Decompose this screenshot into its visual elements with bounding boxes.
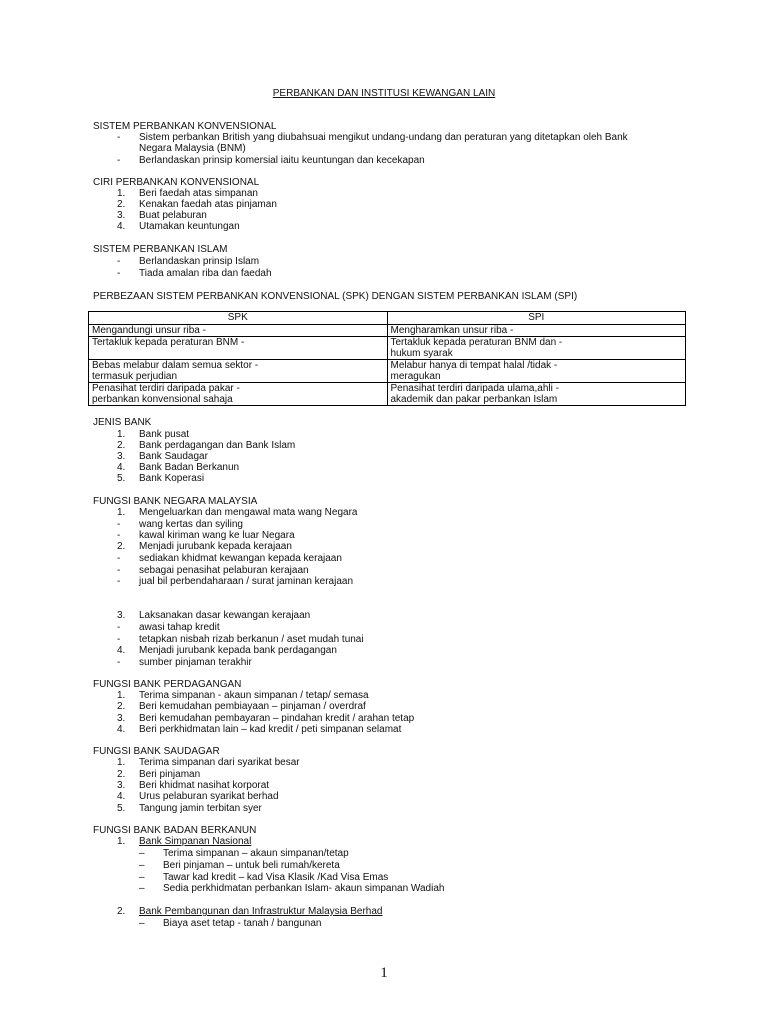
list-item: sumber pinjaman terakhir	[139, 657, 252, 668]
list-item: Bank Saudagar	[139, 451, 208, 462]
list-item: Bank pusat	[139, 429, 190, 440]
list-item: Laksanakan dasar kewangan kerajaan	[139, 610, 311, 621]
list-item: Tawar kad kredit – kad Visa Klasik /Kad Visa Emas	[163, 872, 389, 883]
list-item: Bank Koperasi	[139, 473, 205, 484]
list-item: Beri perkhidmatan lain – kad kredit / peti simpanan selamat	[139, 724, 402, 735]
list-marker: 2.	[117, 769, 126, 780]
table-cell: Penasihat terdiri daripada ulama,ahli - akademik dan pakar perbankan Islam	[387, 383, 686, 406]
comparison-table	[88, 311, 686, 406]
list-item: Beri khidmat nasihat korporat	[139, 780, 270, 791]
list-item: Sedia perkhidmatan perbankan Islam- akaun simpanan Wadiah	[163, 883, 445, 894]
list-marker: 4.	[117, 724, 126, 735]
list-marker: 1.	[117, 757, 126, 768]
list-marker: 3.	[117, 451, 126, 462]
list-marker: –	[139, 872, 145, 883]
list-marker: 2.	[117, 440, 126, 451]
page-title: PERBANKAN DAN INSTITUSI KEWANGAN LAIN	[272, 88, 496, 99]
list-marker: 4.	[117, 791, 126, 802]
list-item: wang kertas dan syiling	[139, 519, 243, 530]
list-item: Berlandaskan prinsip komersial iaitu keuntungan dan kecekapan	[139, 155, 425, 166]
subsection-title: Bank Pembangunan dan Infrastruktur Malaysia Berhad	[139, 906, 383, 917]
list-marker: -	[117, 634, 121, 645]
list-item: Beri pinjaman	[139, 769, 201, 780]
list-marker: 4.	[117, 462, 126, 473]
table-cell: Tertakluk kepada peraturan BNM -	[89, 337, 388, 360]
table-header: SPK	[89, 312, 388, 325]
list-marker: 4.	[117, 221, 126, 232]
list-item: Buat pelaburan	[139, 210, 207, 221]
list-item: Mengeluarkan dan mengawal mata wang Negara	[139, 507, 358, 518]
list-item: Beri kemudahan pembiayaan – pinjaman / overdraf	[139, 701, 366, 712]
list-marker: 1.	[117, 188, 126, 199]
list-marker: -	[117, 553, 121, 564]
section-heading: PERBEZAAN SISTEM PERBANKAN KONVENSIONAL (SPK) DENGAN SISTEM PERBANKAN ISLAM (SPI)	[93, 291, 578, 302]
list-marker: 5.	[117, 473, 126, 484]
list-marker: -	[117, 576, 121, 587]
list-marker: 2.	[117, 541, 126, 552]
list-item: sebagai penasihat pelaburan kerajaan	[139, 565, 309, 576]
list-marker: -	[117, 155, 121, 166]
section-heading: SISTEM PERBANKAN ISLAM	[93, 244, 228, 255]
list-marker: 3.	[117, 610, 126, 621]
table-row	[89, 383, 686, 406]
list-item: Terima simpanan - akaun simpanan / tetap/ semasa	[139, 690, 369, 701]
list-item: Utamakan keuntungan	[139, 221, 240, 232]
list-item: kawal kiriman wang ke luar Negara	[139, 530, 295, 541]
list-marker: -	[117, 622, 121, 633]
list-item: Terima simpanan dari syarikat besar	[139, 757, 300, 768]
page-number: 1	[380, 965, 388, 981]
table-cell: Mengharamkan unsur riba -	[387, 325, 686, 337]
list-marker: -	[117, 530, 121, 541]
section-heading: CIRI PERBANKAN KONVENSIONAL	[93, 177, 260, 188]
table-cell: Melabur hanya di tempat halal /tidak - meragukan	[387, 360, 686, 383]
list-item: Beri faedah atas simpanan	[139, 188, 258, 199]
section-heading: FUNGSI BANK BADAN BERKANUN	[93, 825, 257, 836]
subsection-title: Bank Simpanan Nasional	[139, 836, 252, 847]
list-marker: 3.	[117, 713, 126, 724]
list-marker: 2.	[117, 701, 126, 712]
list-item: Berlandaskan prinsip Islam	[139, 256, 260, 267]
list-marker: 2.	[117, 199, 126, 210]
list-item: Beri pinjaman – untuk beli rumah/kereta	[163, 860, 340, 871]
list-item-continuation: Negara Malaysia (BNM)	[139, 143, 246, 154]
section-heading: FUNGSI BANK SAUDAGAR	[93, 746, 220, 757]
list-marker: 5.	[117, 803, 126, 814]
list-marker: –	[139, 883, 145, 894]
list-item: Sistem perbankan British yang diubahsuai mengikut undang-undang dan peraturan yang ditetapkan oleh Bank	[139, 132, 628, 143]
table-cell: Tertakluk kepada peraturan BNM dan - hukum syarak	[387, 337, 686, 360]
list-item: awasi tahap kredit	[139, 622, 220, 633]
list-marker: 1.	[117, 836, 126, 847]
list-item: Bank Badan Berkanun	[139, 462, 240, 473]
list-marker: 1.	[117, 507, 126, 518]
table-cell: Bebas melabur dalam semua sektor - termasuk perjudian	[89, 360, 388, 383]
list-marker: 3.	[117, 210, 126, 221]
list-item: jual bil perbendaharaan / surat jaminan kerajaan	[139, 576, 354, 587]
list-marker: –	[139, 848, 145, 859]
section-heading: JENIS BANK	[93, 417, 152, 428]
list-item: Tangung jamin terbitan syer	[139, 803, 262, 814]
list-item: Urus pelaburan syarikat berhad	[139, 791, 279, 802]
list-item: Kenakan faedah atas pinjaman	[139, 199, 277, 210]
list-item: tetapkan nisbah rizab berkanun / aset mudah tunai	[139, 634, 364, 645]
table-row	[89, 337, 686, 360]
section-heading: FUNGSI BANK NEGARA MALAYSIA	[93, 496, 258, 507]
section-heading: SISTEM PERBANKAN KONVENSIONAL	[93, 121, 277, 132]
list-item: sediakan khidmat kewangan kepada kerajaan	[139, 553, 342, 564]
list-marker: 2.	[117, 906, 126, 917]
table-header: SPI	[387, 312, 686, 325]
list-item: Menjadi jurubank kepada kerajaan	[139, 541, 292, 552]
list-marker: 1.	[117, 429, 126, 440]
list-marker: 4.	[117, 645, 126, 656]
list-item: Beri kemudahan pembayaran – pindahan kredit / arahan tetap	[139, 713, 415, 724]
list-marker: -	[117, 256, 121, 267]
list-marker: 3.	[117, 780, 126, 791]
list-marker: 1.	[117, 690, 126, 701]
list-item: Tiada amalan riba dan faedah	[139, 268, 272, 279]
list-marker: -	[117, 132, 121, 143]
table-row	[89, 360, 686, 383]
table-cell: Penasihat terdiri daripada pakar - perbankan konvensional sahaja	[89, 383, 388, 406]
list-marker: -	[117, 565, 121, 576]
list-item: Menjadi jurubank kepada bank perdagangan	[139, 645, 337, 656]
list-marker: -	[117, 657, 121, 668]
list-item: Bank perdagangan dan Bank Islam	[139, 440, 296, 451]
list-item: Terima simpanan – akaun simpanan/tetap	[163, 848, 349, 859]
list-marker: -	[117, 268, 121, 279]
list-marker: -	[117, 519, 121, 530]
table-cell: Mengandungi unsur riba -	[89, 325, 388, 337]
list-marker: –	[139, 918, 145, 929]
section-heading: FUNGSI BANK PERDAGANGAN	[93, 679, 242, 690]
list-item: Biaya aset tetap - tanah / bangunan	[163, 918, 322, 929]
table-row	[89, 325, 686, 337]
list-marker: –	[139, 860, 145, 871]
